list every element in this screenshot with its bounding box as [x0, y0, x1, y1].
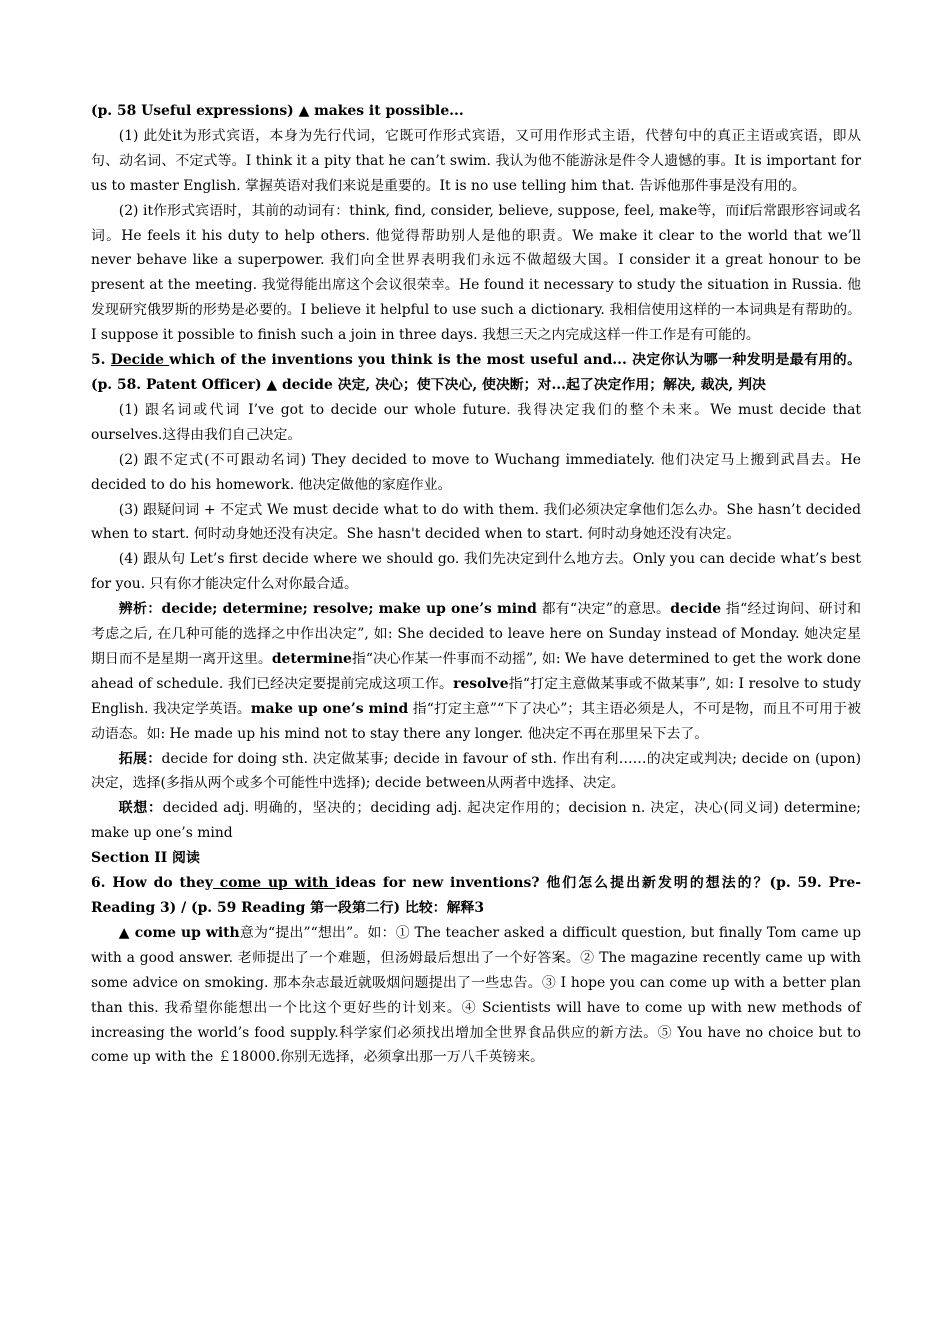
- discrimination-text-4: 指“打定主意做某事或不做某事”, 如: I resolve to study English. 我决定学英语。: [91, 675, 861, 717]
- association-label: 联想：: [118, 800, 163, 817]
- item-5-underlined-word: Decide: [110, 352, 170, 369]
- discrimination-text-5: 指“打定主意”“下了决心”；其主语必须是人，不可是物，而且不可用于被动语态。如: He made up his mind not to stay there any longer. 他决定不再在那里呆下去了。: [91, 700, 862, 742]
- keyword-resolve: resolve: [453, 675, 509, 692]
- discrimination-text-2: 指“经过询问、研讨和考虑之后, 在几种可能的选择之中作出决定”, 如: She decided to leave here on Sunday instead of Monday. 她决定星期日而不是星期一离开这里。: [91, 601, 862, 667]
- section-heading: Section II 阅读: [91, 850, 200, 867]
- paragraph-discrimination: [91, 597, 861, 746]
- heading-useful-expressions: (p. 58 Useful expressions) ▲ makes it possible...: [91, 103, 464, 119]
- heading-item-6: [91, 871, 861, 921]
- paragraph-decide-3: (3) 跟疑问词 + 不定式 We must decide what to do with them. 我们必须决定拿他们怎么办。She hasn’t decided when to start. 何时动身她还没有决定。She hasn't decided when to start. 何时动身她还没有决定。: [91, 501, 861, 543]
- discrimination-text-1: 都有“决定”的意思。: [536, 601, 671, 618]
- item-5-title: which of the inventions you think is the most useful and... 决定你认为哪一种发明是最有用的。(p. 58. Patent Officer) ▲ decide 决定, 决心；使下决心, 使决断；对...起了决定作用；解决, 裁决, 判决: [91, 352, 861, 393]
- heading-item-5: [91, 348, 861, 398]
- item-5-number: 5.: [91, 352, 111, 369]
- paragraph-come-up-with: [91, 921, 861, 1070]
- discrimination-text-3: 指“决心作某一件事而不动摇”, 如: We have determined to get the work done ahead of schedule. 我们已经决定要提前完成这项工作。: [91, 650, 861, 692]
- keyword-determine: determine: [271, 650, 352, 667]
- item-6-title: ideas for new inventions? 他们怎么提出新发明的想法的？(p. 59. Pre-Reading 3) / (p. 59 Reading 第一段第二行) 比较：解释3: [91, 875, 861, 916]
- document-page: [91, 99, 861, 1070]
- paragraph-formal-object-1: (1) 此处it为形式宾语，本身为先行代词，它既可作形式宾语，又可用作形式主语，代替句中的真正主语或宾语，即从句、动名词、不定式等。I think it a pity that he can’t swim. 我认为他不能游泳是件令人遗憾的事。It is important for us to master English. 掌握英语对我们来说是重要的。It is no use telling him that. 告诉他那件事是没有用的。: [91, 127, 861, 194]
- discrimination-label: 辨析：decide; determine; resolve; make up one’s mind: [118, 601, 537, 618]
- paragraph-formal-object-2: (2) it作形式宾语时，其前的动词有：think, find, consider, believe, suppose, feel, make等，而if后常跟形容词或名词。He feels it his duty to help others. 他觉得帮助别人是他的职责。We make it clear to the world that we’ll never behave like a superpower. 我们向全世界表明我们永远不做超级大国。I consider it a great honour to be present at the meeting. 我觉得能出席这个会议很荣幸。He found it necessary to study the situation in Russia. 他发现研究俄罗斯的形势是必要的。I believe it helpful to use such a dictionary. 我相信使用这样的一本词典是有帮助的。I suppose it possible to finish such a join in three days. 我想三天之内完成这样一件工作是有可能的。: [91, 202, 861, 344]
- paragraph-decide-4: (4) 跟从句 Let’s first decide where we should go. 我们先决定到什么地方去。Only you can decide what’s best for you. 只有你才能决定什么对你最合适。: [91, 551, 861, 593]
- keyword-decide: decide: [670, 601, 722, 618]
- item-6-underlined-phrase: come up with: [212, 875, 336, 892]
- come-up-with-label: ▲ come up with: [118, 924, 240, 941]
- paragraph-decide-2: (2) 跟不定式(不可跟动名词) They decided to move to Wuchang immediately. 他们决定马上搬到武昌去。He decided to do his homework. 他决定做他的家庭作业。: [91, 451, 861, 493]
- extension-label: 拓展：: [118, 750, 162, 767]
- extension-text: decide for doing sth. 决定做某事; decide in favour of sth. 作出有利……的决定或判决; decide on (upon) 决定，选择(多指从两个或多个可能性中选择); decide between从两者中选择、决定。: [91, 750, 861, 792]
- keyword-make-up-mind: make up one’s mind: [250, 700, 409, 717]
- paragraph-extension: [91, 747, 861, 797]
- association-text: decided adj. 明确的，坚决的；deciding adj. 起决定作用的；decision n. 决定，决心(同义词) determine; make up one’s mind: [91, 800, 861, 842]
- paragraph-decide-1: (1) 跟名词或代词 I’ve got to decide our whole future. 我得决定我们的整个未来。We must decide that ourselves.这得由我们自己决定。: [91, 401, 861, 443]
- paragraph-association: [91, 796, 861, 846]
- item-6-number: 6. How do they: [91, 875, 213, 892]
- come-up-with-text: 意为“提出”“想出”。如：① The teacher asked a difficult question, but finally Tom came up with a good answer. 老师提出了一个难题，但汤姆最后想出了一个好答案。② The magazine recently came up with some advice on smoking. 那本杂志最近就吸烟问题提出了一些忠告。③ I hope you can come up with a better plan than this. 我希望你能想出一个比这个更好些的计划来。④ Scientists will have to come up with new methods of increasing the world’s food supply.科学家们必须找出增加全世界食品供应的新方法。⑤ You have no choice but to come up with the ￡18000.你别无选择，必须拿出那一万八千英镑来。: [91, 924, 861, 1066]
